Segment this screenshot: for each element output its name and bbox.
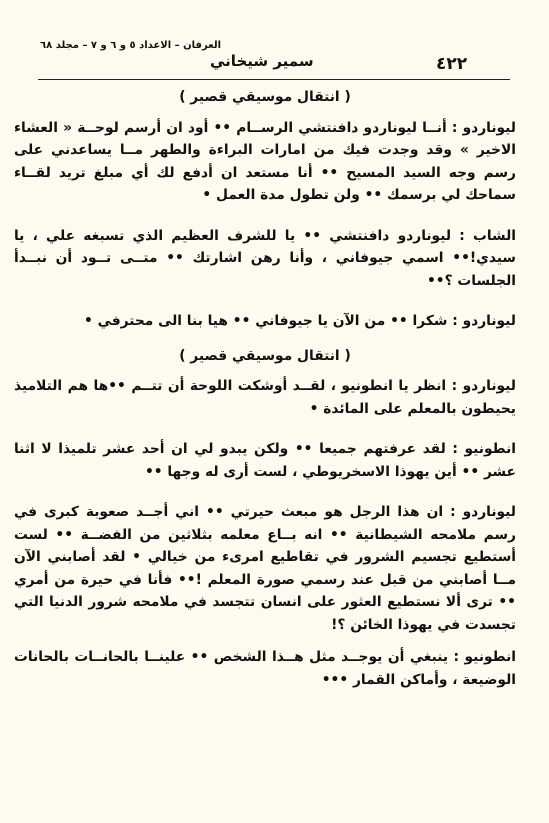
page-number: ٤٢٢ bbox=[436, 54, 468, 74]
author-name: سمير شيخاني bbox=[210, 52, 314, 70]
paragraph-gap bbox=[14, 636, 516, 646]
running-head: العرفان – الاعداد ٥ و ٦ و ٧ – مجلد ٦٨ bbox=[40, 40, 221, 51]
paragraph-gap bbox=[14, 420, 516, 438]
dialogue-paragraph: ليوناردو : أنــا ليوناردو دافنتشي الرســام •• أود ان أرسم لوحــة « العشاء الاخير » وقد وجدت فيك من امارات البراءة والطهر مــا يساعدني على رسم وجه السيد المسيح •• أنا مستعد ان أدفع لك أي مبلغ تريد لقــاء سماحك لي برسمك •• ولن تطول مدة العمل • bbox=[14, 119, 516, 203]
page-body bbox=[14, 82, 516, 812]
paragraph-gap bbox=[14, 292, 516, 310]
dialogue-paragraph: انطونيو : لقد عرفتهم جميعا •• ولكن يبدو لي ان أحد عشر تلميذا لا اثنا عشر •• أين يهوذا الاسخريوطي ، لست أرى له وجها •• bbox=[14, 441, 516, 480]
paragraph-gap bbox=[14, 333, 516, 341]
dialogue-paragraph: الشاب : ليوناردو دافنتشي •• يا للشرف العظيم الذي تسبغه علي ، يا سيدي!•• اسمي جيوفاني ، وأنا رهن اشارتك •• متــى تــود أن نبــدأ الجلسات ؟•• bbox=[14, 227, 516, 289]
dialogue-paragraph: ليوناردو : ان هذا الرجل هو مبعث حيرتي •• اني أجــد صعوبة كبرى في رسم ملامحه الشيطانية •• انه بــاع معلمه بثلاثين من الفضــة •• لست أستطيع تجسيم الشرور في تقاطيع امرىء من خيالي • لقد أصابني الآن مــا أصابني من قبل عند رسمي صورة المعلم !•• فأنا في حيرة من أمري •• ترى ألا نستطيع العثور على انسان تتجسد في ملامحه شرور الدنيا التي تجسدت في يهوذا الخائن ؟! bbox=[14, 504, 516, 633]
dialogue-paragraph: انطونيو : ينبغي أن يوجــد مثل هــذا الشخص •• علينــا بالحانــات بالحانات الوضيعة ، وأماكن القمار ••• bbox=[14, 649, 516, 688]
header-rule bbox=[38, 79, 510, 80]
stage-direction: ( انتقال موسيقي قصير ) bbox=[179, 89, 351, 105]
dialogue-paragraph: ليوناردو : شكرا •• من الآن يا جيوفاني •• هيا بنا الى محترفي • bbox=[84, 313, 516, 329]
page-header bbox=[0, 0, 549, 74]
paragraph-gap bbox=[14, 207, 516, 225]
paragraph-gap bbox=[14, 483, 516, 501]
stage-direction: ( انتقال موسيقي قصير ) bbox=[179, 347, 351, 364]
dialogue-paragraph: ليوناردو : انظر يا انطونيو ، لقــد أوشكت اللوحة أن تتــم ••ها هم التلاميذ يحيطون بالمعلم على المائدة • bbox=[14, 378, 516, 417]
